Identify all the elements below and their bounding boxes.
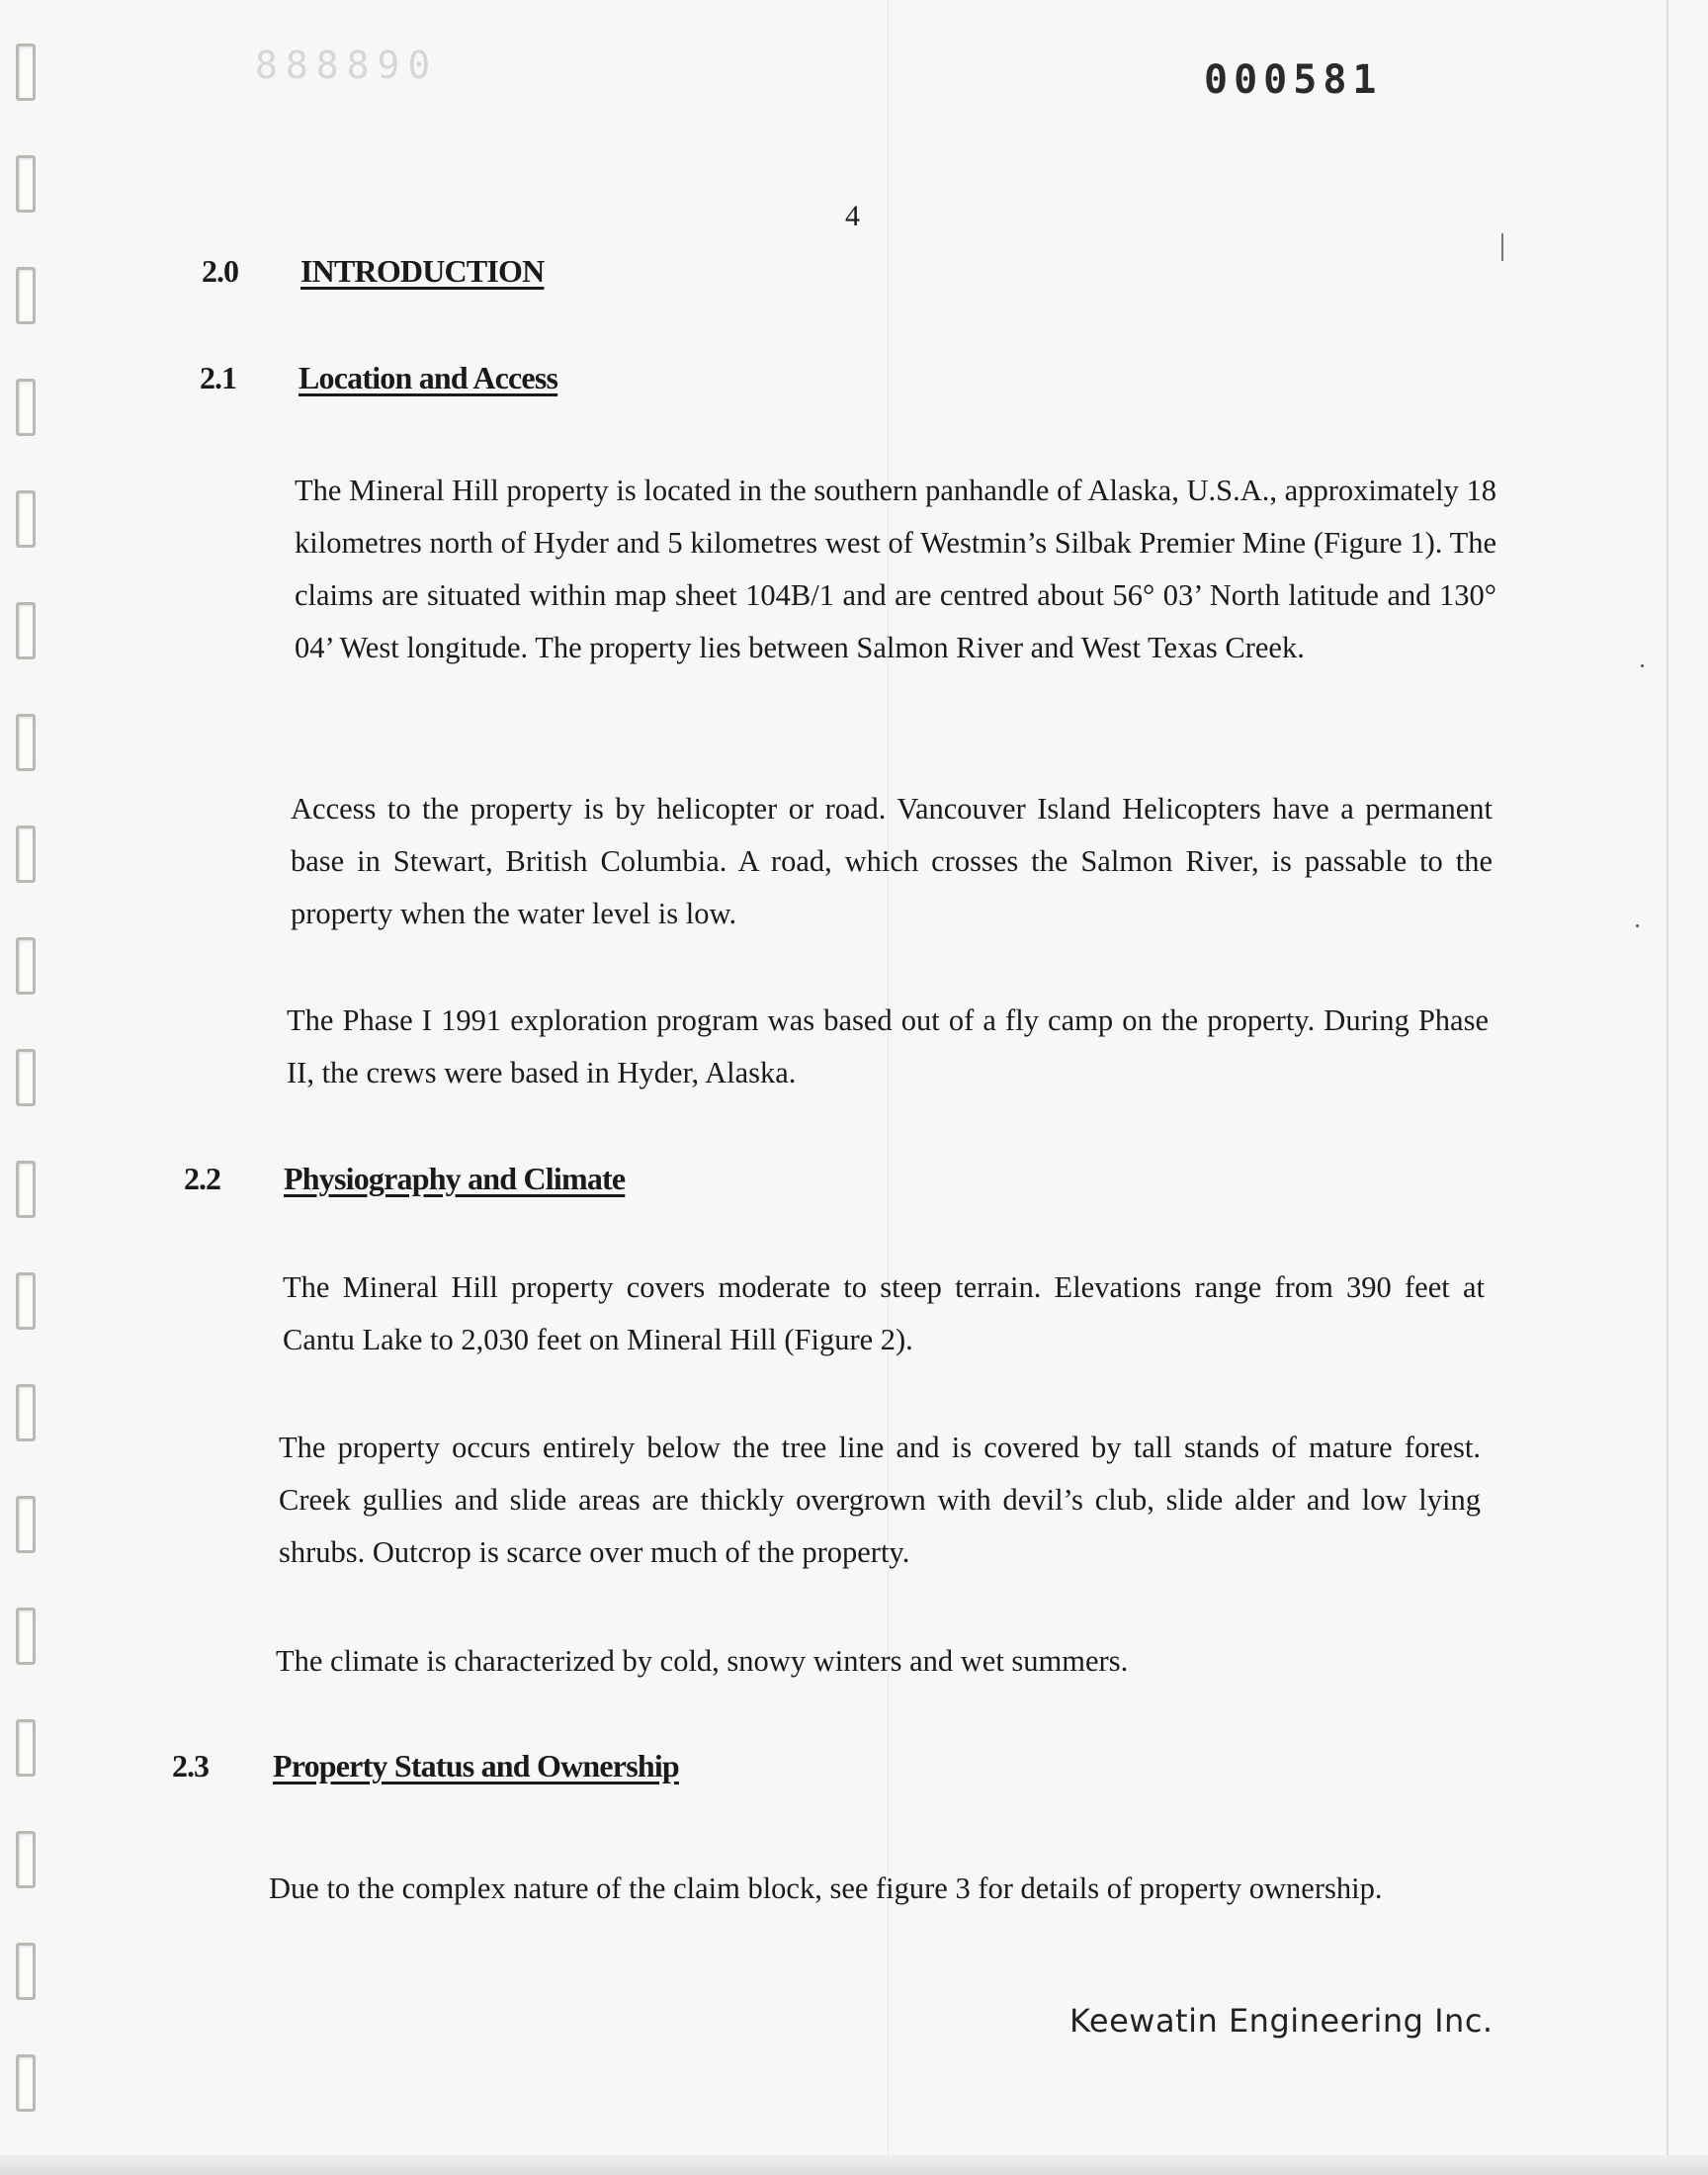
paragraph: The Mineral Hill property is located in the southern panhandle of Alaska, U.S.A., approximately 18 kilometres north of Hyder and 5 kilometres west of Westmin’s Silbak Premier Mine (Figure 1). The claims are situated within map sheet 104B/1 and are centred about 56° 03’ North latitude and 130° 04’ West longitude. The property lies between Salmon River and West Texas Creek. (295, 474, 1496, 664)
section-number: 2.3 (172, 1748, 209, 1784)
binder-hole (16, 1161, 36, 1218)
binder-hole (16, 1384, 36, 1441)
page-bottom-edge (0, 2155, 1708, 2175)
binder-hole (16, 2054, 36, 2112)
section-number: 2.1 (200, 360, 236, 395)
binder-hole (16, 937, 36, 995)
paragraph: Access to the property is by helicopter or road. Vancouver Island Helicopters have a permanent base in Stewart, British Columbia. A road, which crosses the Salmon River, is passable to the property when the water level is low. (291, 792, 1493, 930)
binder-hole (16, 1831, 36, 1888)
paragraph: The property occurs entirely below the tree line and is covered by tall stands of mature forest. Creek gullies and slide areas are thickly overgrown with devil’s club, slide alder and low lying shrubs. Outcrop is scarce over much of the property. (279, 1431, 1481, 1569)
section-heading: INTRODUCTION (300, 253, 545, 289)
page-number: 4 (845, 200, 860, 232)
binder-hole (16, 267, 36, 324)
section-heading: Physiography and Climate (284, 1161, 626, 1196)
binder-hole (16, 1049, 36, 1106)
document-number-stamp: 000581 (1204, 57, 1383, 103)
binder-hole (16, 1272, 36, 1330)
company-footer: Keewatin Engineering Inc. (1069, 2002, 1494, 2040)
binder-hole (16, 44, 36, 101)
paragraph: The climate is characterized by cold, snowy winters and wet summers. (276, 1644, 1129, 1678)
faint-stamp-number: 888890 (255, 44, 439, 87)
section-heading: Property Status and Ownership (273, 1748, 679, 1784)
binder-hole (16, 1719, 36, 1777)
scan-mark (1501, 233, 1503, 261)
section-number: 2.0 (202, 253, 238, 289)
binder-hole (16, 490, 36, 548)
scan-speck (1641, 664, 1644, 667)
section-number: 2.2 (184, 1161, 220, 1196)
binder-hole (16, 379, 36, 436)
binder-hole (16, 714, 36, 771)
binder-hole (16, 1943, 36, 2000)
section-heading: Location and Access (299, 360, 558, 395)
binder-hole (16, 155, 36, 213)
paragraph: Due to the complex nature of the claim block, see figure 3 for details of property ownership. (269, 1871, 1383, 1905)
binder-holes (16, 44, 45, 2166)
scan-speck (1636, 924, 1639, 927)
binder-hole (16, 602, 36, 659)
binder-hole (16, 1496, 36, 1553)
paragraph: The Mineral Hill property covers moderate to steep terrain. Elevations range from 390 feet at Cantu Lake to 2,030 feet on Mineral Hill (Figure 2). (283, 1270, 1485, 1356)
paragraph: The Phase I 1991 exploration program was based out of a fly camp on the property. During Phase II, the crews were based in Hyder, Alaska. (287, 1003, 1489, 1089)
page-right-edge (1666, 0, 1668, 2175)
binder-hole (16, 1608, 36, 1665)
binder-hole (16, 826, 36, 883)
